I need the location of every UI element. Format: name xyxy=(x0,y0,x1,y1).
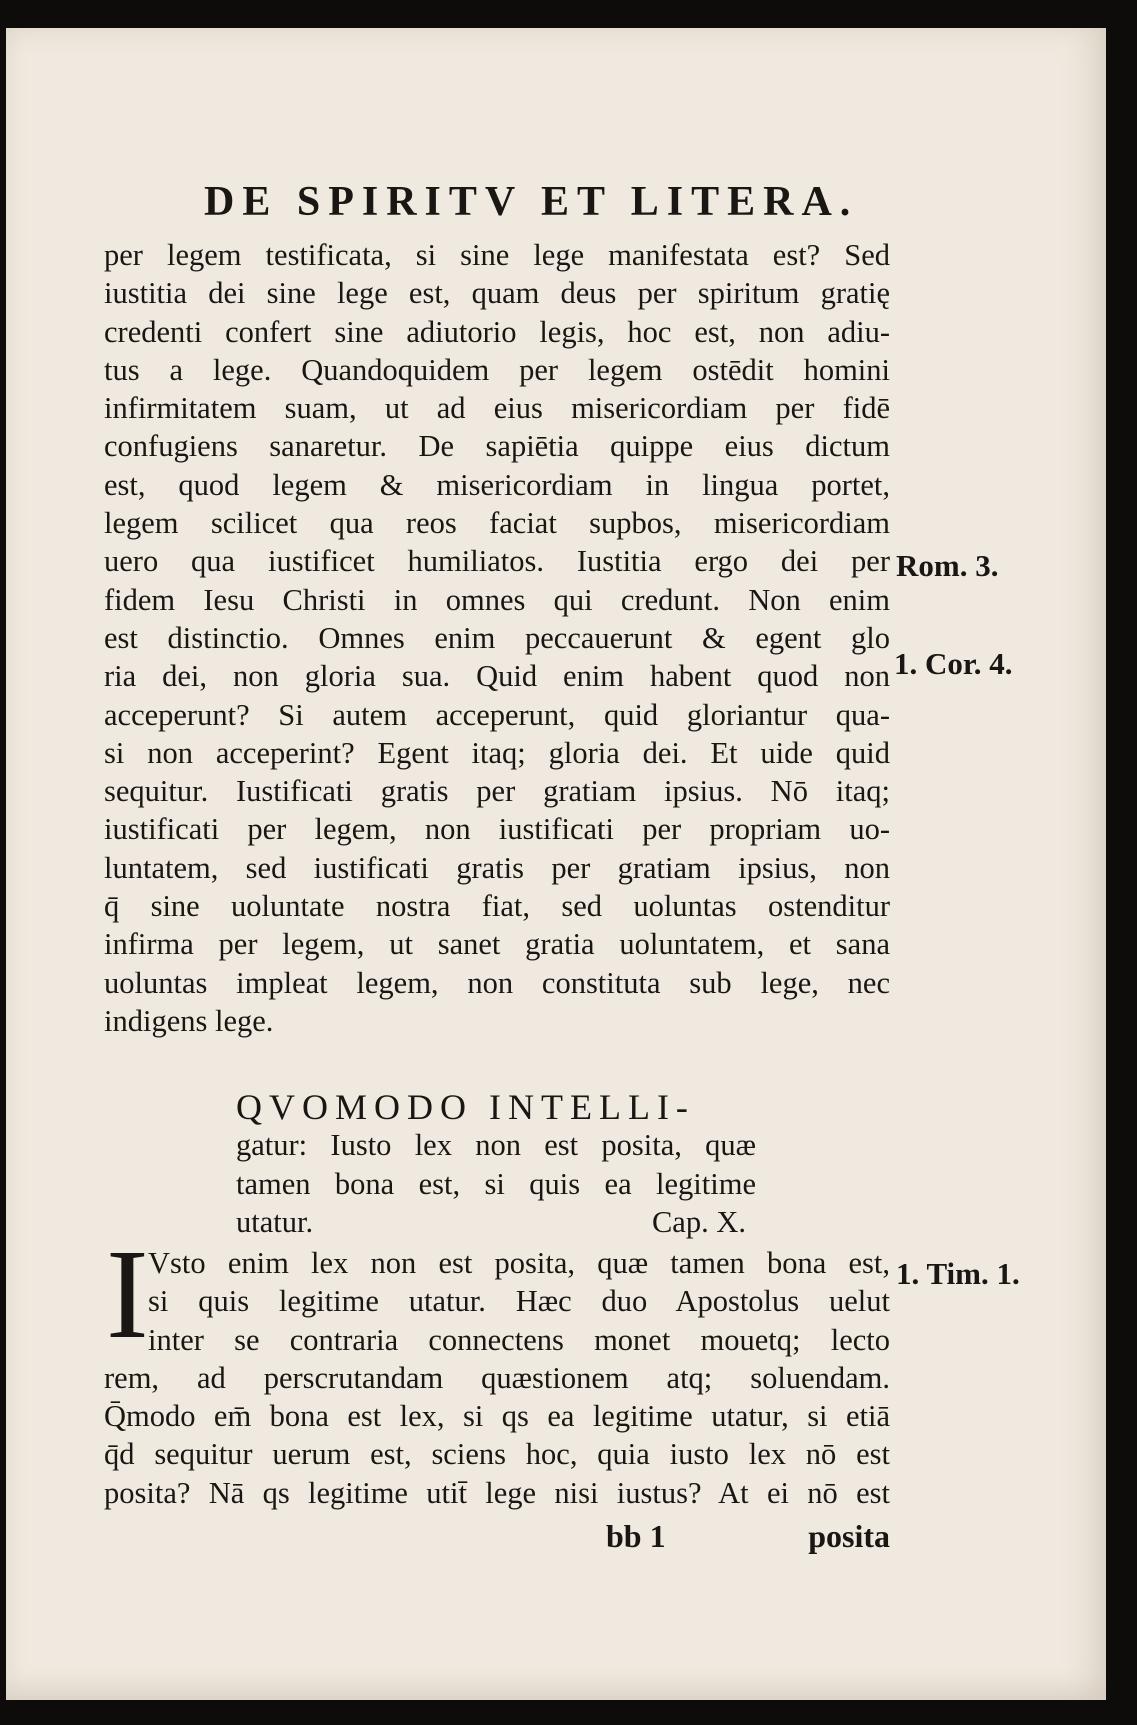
text-line: infirmitatem suam, ut ad eius misericordiam per fidē xyxy=(104,391,890,426)
text-line: luntatem, sed iustificati gratis per gratiam ipsius, non xyxy=(104,850,890,885)
heading-line: utatur. xyxy=(236,1204,314,1239)
chapter-number: Cap. X. xyxy=(651,1204,746,1239)
text-line: est, quod legem & misericordiam in lingua portet, xyxy=(104,467,890,502)
heading-line: gatur: Iusto lex non est posita, quæ xyxy=(236,1128,756,1163)
text-line: fidem Iesu Christi in omnes qui credunt. Non enim xyxy=(104,582,890,617)
drop-cap: I xyxy=(106,1223,149,1365)
text-line: si quis legitime utatur. Hæc duo Apostolus uelut xyxy=(148,1284,890,1319)
text-line: ria dei, non gloria sua. Quid enim habent quod non xyxy=(104,659,890,694)
text-line: uero qua iustificet humiliatos. Iustitia ergo dei per xyxy=(104,544,890,579)
text-line: posita? Nā qs legitime utit̄ lege nisi iustus? At ei nō est xyxy=(104,1475,890,1510)
margin-note-cor: 1. Cor. 4. xyxy=(894,646,1013,681)
running-head: DE SPIRITV ET LITERA. xyxy=(204,179,859,225)
text-line: uoluntas impleat legem, non constituta sub lege, nec xyxy=(104,965,890,1000)
book-page xyxy=(6,28,1106,1700)
text-line: indigens lege. xyxy=(104,1003,274,1038)
page-footer xyxy=(606,1518,890,1555)
text-line: confugiens sanaretur. De sapiētia quippe eius dictum xyxy=(104,429,890,464)
text-line: tus a lege. Quandoquidem per legem ostēdit homini xyxy=(104,352,890,387)
text-line: legem scilicet qua reos faciat supbos, misericordiam xyxy=(104,506,890,541)
text-line: Vsto enim lex non est posita, quæ tamen bona est, xyxy=(148,1246,890,1280)
text-line: iustitia dei sine lege est, quam deus per spiritum gratię xyxy=(104,276,890,311)
text-line: si non acceperint? Egent itaq; gloria dei. Et uide quid xyxy=(104,735,890,770)
chapter-heading xyxy=(236,1088,761,1241)
margin-note-rom: Rom. 3. xyxy=(896,548,999,583)
text-line: per legem testificata, si sine lege manifestata est? Sed xyxy=(104,238,890,272)
heading-line: tamen bona est, si quis ea legitime xyxy=(236,1166,756,1201)
heading-line: QVOMODO INTELLI- xyxy=(236,1087,695,1127)
text-line: infirma per legem, ut sanet gratia uoluntatem, et sana xyxy=(104,927,890,962)
paragraph-1 xyxy=(104,236,890,1040)
text-line: iustificati per legem, non iustificati per propriam uo- xyxy=(104,812,890,847)
text-line: inter se contraria connectens monet mouetq; lecto xyxy=(148,1322,890,1357)
text-line: Q̄modo em̄ bona est lex, si qs ea legitime utatur, si etiā xyxy=(104,1399,890,1434)
margin-note-tim: 1. Tim. 1. xyxy=(896,1256,1020,1291)
text-line: rem, ad perscrutandam quæstionem atq; soluendam. xyxy=(104,1360,890,1395)
signature-mark: bb 1 xyxy=(606,1518,666,1554)
text-line: acceperunt? Si autem acceperunt, quid gloriantur qua- xyxy=(104,697,890,732)
catchword: posita xyxy=(808,1518,890,1554)
paragraph-2 xyxy=(104,1244,890,1512)
text-line: q̄d sequitur uerum est, sciens hoc, quia iusto lex nō est xyxy=(104,1437,890,1472)
text-line: sequitur. Iustificati gratis per gratiam ipsius. Nō itaq; xyxy=(104,774,890,809)
text-line: q̄ sine uoluntate nostra fiat, sed uoluntas ostenditur xyxy=(104,889,890,924)
text-line: est distinctio. Omnes enim peccauerunt & egent glo xyxy=(104,620,890,655)
text-line: credenti confert sine adiutorio legis, hoc est, non adiu- xyxy=(104,314,890,349)
